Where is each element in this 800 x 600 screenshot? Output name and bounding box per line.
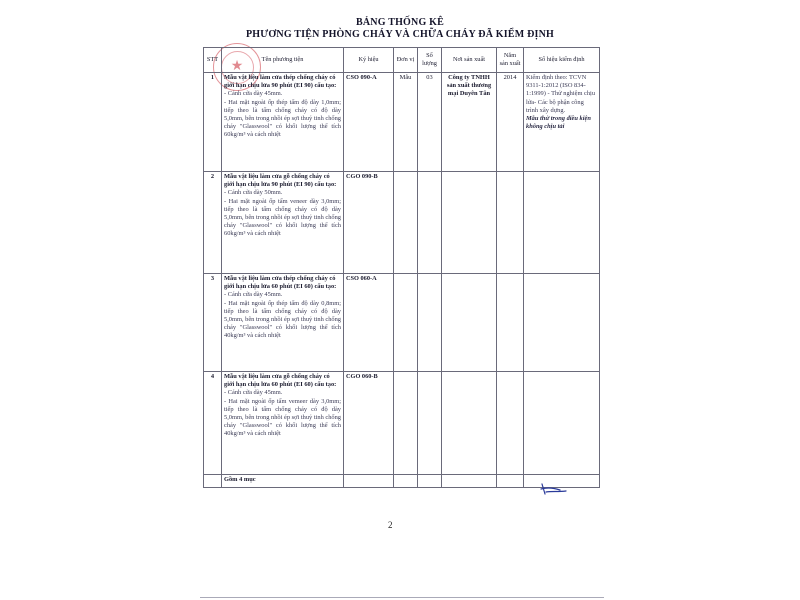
row-number: 4 [204, 372, 222, 475]
total-empty-cell [442, 475, 497, 488]
item-title: Mẫu vật liệu làm cửa thép chống cháy có giới hạn chịu lửa 90 phút (EI 90) cấu tạo: [224, 74, 337, 90]
column-header: Ký hiệu [344, 48, 394, 73]
item-description [222, 172, 344, 274]
item-code: CGO 090-B [344, 172, 394, 274]
table-header-row [204, 48, 600, 73]
item-detail: - Cánh cửa dày 45mm. [224, 389, 283, 397]
item-quantity [418, 274, 442, 372]
item-description [222, 73, 344, 172]
total-empty-cell [394, 475, 418, 488]
item-quantity [418, 172, 442, 274]
column-header: Tên phương tiện [222, 48, 344, 73]
table-row [204, 172, 600, 274]
item-detail: - Cánh cửa dày 45mm. [224, 90, 283, 98]
item-manufacturer: Công ty TNHH sản xuất thương mại Duyên Tân [442, 73, 497, 172]
item-year [497, 372, 524, 475]
row-number: 1 [204, 73, 222, 172]
item-detail: - Hai mặt ngoài ốp thép tấm độ dày 0,8mm; tiếp theo là tấm chống cháy có độ dày 5,0mm, bên trong nhồi ép sợi thuỷ tinh chống cháy "Glasswool" có khối lượng thể tích 40kg/m³ và cách nhiệt [224, 299, 341, 340]
item-code: CGO 060-B [344, 372, 394, 475]
table-row [204, 73, 600, 172]
table-row [204, 372, 600, 475]
column-header: Số lượng [418, 48, 442, 73]
item-quantity [418, 372, 442, 475]
page-bottom-rule [200, 597, 604, 598]
item-code: CSO 090-A [344, 73, 394, 172]
item-certification [524, 172, 600, 274]
item-unit: Mẫu [394, 73, 418, 172]
total-empty-cell [344, 475, 394, 488]
certification-standard: Kiểm định theo: TCVN 9311-1:2012 (ISO 834-1:1999) - Thử nghiệm chịu lửa- Các bộ phận công trình xây dựng. [526, 74, 596, 114]
seal-star-icon: ★ [230, 59, 244, 74]
item-certification [524, 372, 600, 475]
item-detail: - Cánh cửa dày 50mm. [224, 189, 283, 197]
column-header: Năm sản xuất [497, 48, 524, 73]
total-empty-cell [497, 475, 524, 488]
item-unit [394, 172, 418, 274]
item-unit [394, 372, 418, 475]
item-unit [394, 274, 418, 372]
document-title: BẢNG THỐNG KÊ [356, 17, 444, 28]
table-row [204, 274, 600, 372]
column-header: STT [204, 48, 222, 73]
total-empty-cell [418, 475, 442, 488]
item-detail: - Hai mặt ngoài ốp tấm vemeer dày 3,0mm; tiếp theo là tấm chống cháy có độ dày 5,0mm, bên trong nhồi ép sợi thuỷ tinh chống cháy "Glasswool" có khối lượng thể tích 40kg/m³ và cách nhiệt [224, 397, 341, 438]
handwritten-signature [538, 482, 568, 496]
certification-note: Mẫu thử trong điều kiện không chịu tải [526, 114, 591, 131]
item-title: Mẫu vật liệu làm cửa gỗ chống cháy có giới hạn chịu lửa 90 phút (EI 90) cấu tạo: [224, 173, 337, 189]
statistics-table [203, 47, 600, 488]
item-detail: - Hai mặt ngoài ốp tấm veneer dày 3,0mm; tiếp theo là tấm chống cháy có độ dày 5,0mm, bên trong nhồi ép sợi thuỷ tinh chống cháy "Glasswool" có khối lượng thể tích 60kg/m³ và cách nhiệt [224, 197, 341, 238]
row-number: 3 [204, 274, 222, 372]
item-manufacturer [442, 274, 497, 372]
item-description [222, 372, 344, 475]
item-manufacturer [442, 372, 497, 475]
item-year: 2014 [497, 73, 524, 172]
column-header: Số hiệu kiểm định [524, 48, 600, 73]
item-code: CSO 060-A [344, 274, 394, 372]
item-quantity: 03 [418, 73, 442, 172]
page-number: 2 [388, 520, 393, 530]
column-header: Nơi sản xuất [442, 48, 497, 73]
total-label: Gồm 4 mục [222, 475, 344, 488]
item-certification [524, 73, 600, 172]
item-title: Mẫu vật liệu làm cửa gỗ chống cháy có giới hạn chịu lửa 60 phút (EI 60) cấu tạo: [224, 373, 337, 389]
item-year [497, 274, 524, 372]
column-header: Đơn vị [394, 48, 418, 73]
item-manufacturer [442, 172, 497, 274]
row-number: 2 [204, 172, 222, 274]
total-empty-cell [204, 475, 222, 488]
item-description [222, 274, 344, 372]
item-detail: - Hai mặt ngoài ốp thép tấm độ dày 1,0mm; tiếp theo là tấm chống cháy có độ dày 5,0mm, bên trong nhồi ép sợi thuỷ tinh chống cháy "Glasswool" có khối lượng thể tích 60kg/m³ và cách nhiệt [224, 98, 341, 139]
item-year [497, 172, 524, 274]
document-subtitle: PHƯƠNG TIỆN PHÒNG CHÁY VÀ CHỮA CHÁY ĐÃ KIỂM ĐỊNH [245, 29, 555, 40]
item-detail: - Cánh cửa dày 45mm. [224, 291, 283, 299]
item-title: Mẫu vật liệu làm cửa thép chống cháy có giới hạn chịu lửa 60 phút (EI 60) cấu tạo: [224, 275, 337, 291]
item-certification [524, 274, 600, 372]
